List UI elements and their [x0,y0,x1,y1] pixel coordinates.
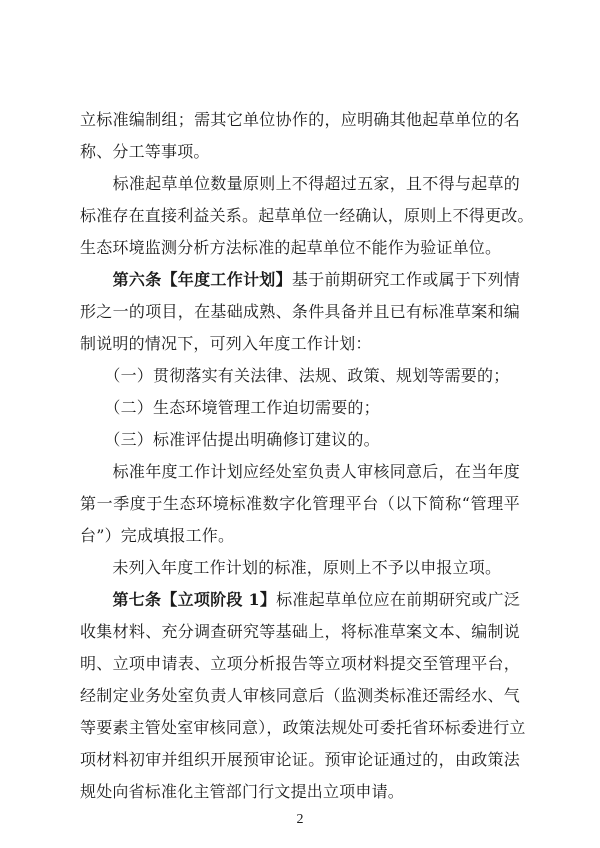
text-line: 称、分工等事项。 [80,142,210,161]
article-7-heading-line [80,590,520,610]
text-line: 规处向省标准化主管部门行文提出立项申请。 [80,782,405,801]
list-item: （一）贯彻落实有关法律、法规、政策、规划等需要的； [80,366,510,385]
text-line: 未列入年度工作计划的标准，原则上不予以申报立项。 [80,558,502,577]
article-heading: 第六条【年度工作计划】 [80,270,292,289]
list-item: （三）标准评估提出明确修订建议的。 [80,430,380,449]
text-line: 标准起草单位数量原则上不得超过五家，且不得与起草的 [80,174,520,193]
text-line: 明、立项申请表、立项分析报告等立项材料提交至管理平台， [80,654,520,673]
text-line: 台”）完成填报工作。 [80,526,235,545]
text-line: 项材料初审并组织开展预审论证。预审论证通过的，由政策法 [80,750,520,769]
list-item: （二）生态环境管理工作迫切需要的； [80,398,380,417]
text-line: 标准存在直接利益关系。起草单位一经确认，原则上不得更改。 [80,206,534,225]
article-heading-rest: 标准起草单位应在前期研究或广泛 [276,590,520,609]
text-line: 形之一的项目，在基础成熟、条件具备并且已有标准草案和编 [80,302,520,321]
text-line: 收集材料、充分调查研究等基础上，将标准草案文本、编制说 [80,622,520,641]
text-line: 等要素主管处室审核同意），政策法规处可委托省环标委进行立 [80,718,526,737]
text-line: 制说明的情况下，可列入年度工作计划： [80,334,372,353]
text-line: 标准年度工作计划应经处室负责人审核同意后，在当年度 [80,462,520,481]
text-line: 立标准编制组；需其它单位协作的，应明确其他起草单位的名 [80,110,520,129]
page-number: 2 [296,812,304,827]
article-heading: 第七条【立项阶段 1】 [80,590,277,609]
text-line: 生态环境监测分析方法标准的起草单位不能作为验证单位。 [80,238,502,257]
text-line: 第一季度于生态环境标准数字化管理平台（以下简称“管理平 [80,494,520,513]
text-line: 经制定业务处室负责人审核同意后（监测类标准还需经水、气 [80,686,520,705]
article-6-heading-line [80,270,520,290]
article-heading-rest: 基于前期研究工作或属于下列情 [291,270,520,289]
